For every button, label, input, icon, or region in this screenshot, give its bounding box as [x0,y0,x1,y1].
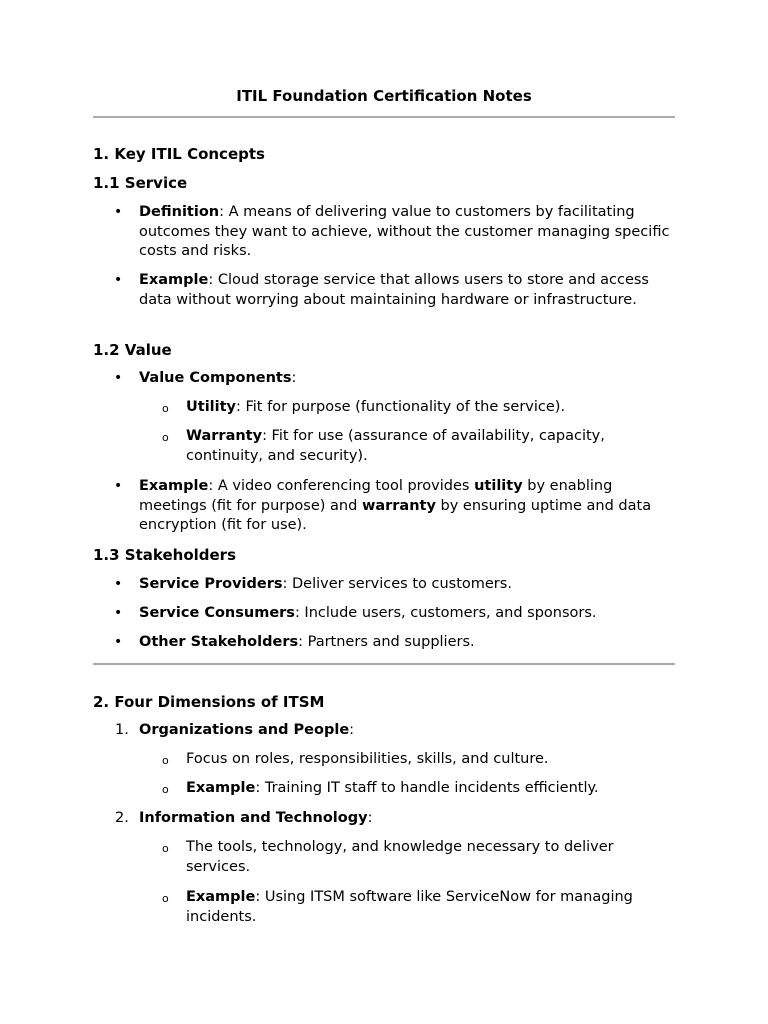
other-stakeholders-text: : Partners and suppliers. [298,634,475,650]
example-text: : Cloud storage service that allows users to store and access data without worrying about maintaining hardware or infrastructure. [139,272,649,308]
colon: : [349,722,355,738]
utility-label: Utility [186,399,236,415]
utility-emphasis: utility [474,478,523,494]
organizations-people-label: Organizations and People [139,722,350,738]
circle-marker: o [162,842,169,855]
info-tools-item: The tools, technology, and knowledge necessary to deliver services. [186,839,614,875]
horizontal-rule [93,116,675,118]
value-example-item [139,477,675,536]
information-technology-label: Information and Technology [139,810,368,826]
info-example-item [186,888,675,927]
other-stakeholders-label: Other Stakeholders [139,634,299,650]
circle-marker: o [162,783,169,796]
example-text: by enabling meetings (fit for purpose) and [139,478,613,514]
other-stakeholders-item [139,633,675,653]
organizations-people-item [139,721,675,741]
service-consumers-text: : Include users, customers, and sponsors. [294,605,597,621]
list-number: 1. [115,722,129,738]
definition-label: Definition [139,204,220,220]
utility-item [186,398,675,418]
circle-marker: o [162,431,169,444]
warranty-text: : Fit for use (assurance of availability, capacity, continuity, and security). [186,428,605,464]
service-example-item [139,271,675,310]
circle-marker: o [162,892,169,905]
horizontal-rule [93,663,675,665]
bullet-marker: • [114,605,123,621]
service-providers-label: Service Providers [139,576,283,592]
subsection-1-1-heading: 1.1 Service [93,174,188,192]
example-text: : Training IT staff to handle incidents efficiently. [255,780,599,796]
example-text: : Using ITSM software like ServiceNow for managing incidents. [186,889,633,925]
warranty-emphasis: warranty [361,497,436,514]
section-1-heading: 1. Key ITIL Concepts [93,145,265,163]
org-focus-item: Focus on roles, responsibilities, skills, and culture. [186,751,549,767]
example-label: Example [186,889,256,905]
example-label: Example [186,780,256,796]
service-providers-text: : Deliver services to customers. [282,576,512,592]
bullet-marker: • [114,272,123,288]
information-technology-item [139,809,675,829]
org-example-item [186,779,675,799]
example-label: Example [139,478,209,494]
list-number: 2. [115,810,129,826]
example-text: by ensuring uptime and data encryption (fit for use). [139,497,652,534]
colon: : [291,370,297,386]
subsection-1-2-heading: 1.2 Value [93,341,172,359]
value-components-label: Value Components [139,370,292,386]
service-definition-item [139,203,675,262]
section-2-heading: 2. Four Dimensions of ITSM [93,693,325,711]
value-components-item [139,369,675,389]
utility-text: : Fit for purpose (functionality of the service). [236,399,566,415]
bullet-marker: • [114,478,123,494]
circle-marker: o [162,754,169,767]
circle-marker: o [162,402,169,415]
service-providers-item [139,575,675,595]
bullet-marker: • [114,576,123,592]
bullet-marker: • [114,634,123,650]
bullet-marker: • [114,204,123,220]
warranty-item [186,427,675,466]
warranty-label: Warranty [186,428,263,444]
colon: : [367,810,373,826]
document-title: ITIL Foundation Certification Notes [236,87,532,105]
service-consumers-item [139,604,675,624]
service-consumers-label: Service Consumers [139,605,295,621]
example-label: Example [139,272,209,288]
subsection-1-3-heading: 1.3 Stakeholders [93,546,236,564]
bullet-marker: • [114,370,123,386]
example-text: : A video conferencing tool provides [208,478,475,494]
definition-text: : A means of delivering value to customers by facilitating outcomes they want to achieve, without the customer managing specific costs and risks. [139,204,670,260]
